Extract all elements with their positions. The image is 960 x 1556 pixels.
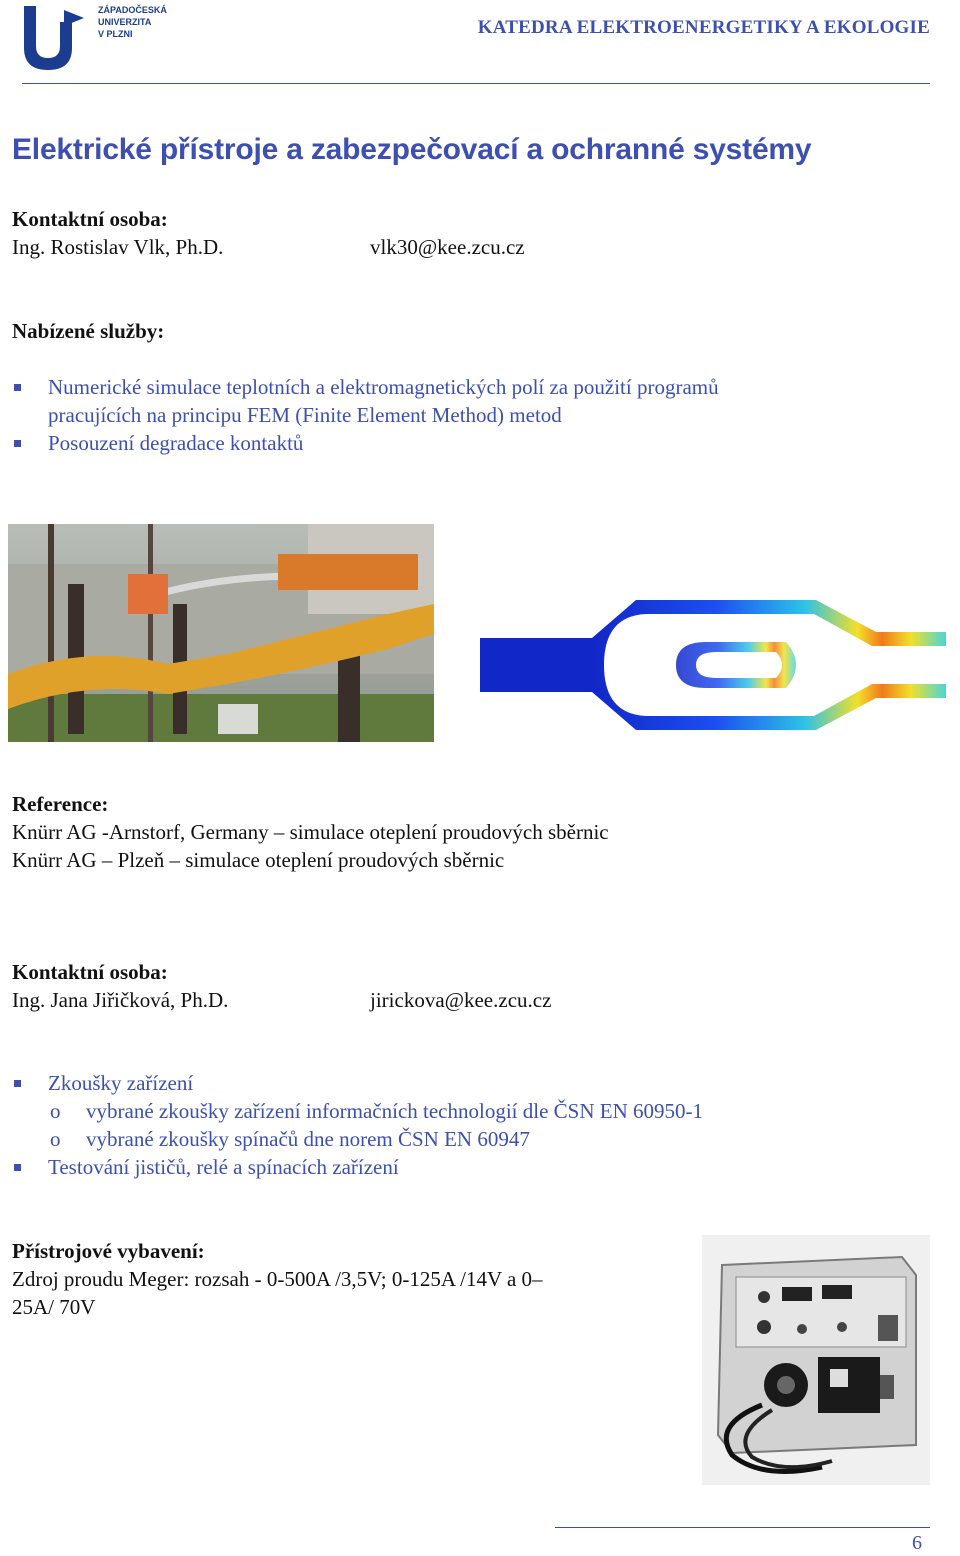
tests-section [12,1069,703,1181]
contact-label: Kontaktní osoba: [12,960,168,984]
list-item: o vybrané zkoušky spínačů dne norem ČSN EN 60947 [50,1127,530,1151]
department-name: KATEDRA ELEKTROENERGETIKY A EKOLOGIE [477,17,930,38]
contact-email[interactable]: jirickova@kee.zcu.cz [370,988,552,1012]
header-divider [22,83,930,84]
equipment-heading: Přístrojové vybavení: [12,1239,205,1263]
meger-device-photo [702,1235,930,1485]
contact-label: Kontaktní osoba: [12,207,168,231]
bullet-square-icon [14,440,21,447]
list-item: Numerické simulace teplotních a elektromagnetických polí za použití programů [12,373,719,401]
list-item: o vybrané zkoušky zařízení informačních technologií dle ČSN EN 60950-1 [50,1099,703,1123]
bullet-square-icon [14,1080,21,1087]
services-list [12,373,719,457]
tests-list [12,1069,703,1097]
bullet-square-icon [14,384,21,391]
list-item: pracujících na principu FEM (Finite Element Method) metod [48,403,562,427]
services-heading: Nabízené služby: [12,319,165,343]
reference-line-1: Knürr AG -Arnstorf, Germany – simulace oteplení proudových sběrnic [12,820,609,844]
list-item: Posouzení degradace kontaktů [12,429,719,457]
page-title: Elektrické přístroje a zabezpečovací a ochranné systémy [12,133,812,166]
contact-name: Ing. Rostislav Vlk, Ph.D. [12,235,224,259]
equipment-line-2: 25A/ 70V [12,1295,96,1319]
tests-list [12,1153,703,1181]
busbar-photo [8,524,434,742]
footer-divider [555,1527,930,1528]
university-name: ZÁPADOČESKÁ UNIVERZITA V PLZNI [98,5,167,39]
list-item: Zkoušky zařízení [12,1069,703,1097]
fem-simulation-image [476,590,960,740]
equipment-line-1: Zdroj proudu Meger: rozsah - 0-500A /3,5V; 0-125A /14V a 0– [12,1267,543,1291]
circle-bullet-icon: o [50,1099,61,1123]
circle-bullet-icon: o [50,1127,61,1151]
bullet-square-icon [14,1164,21,1171]
page-number: 6 [912,1532,922,1554]
list-item: Testování jističů, relé a spínacích zařízení [12,1153,703,1181]
contact-name: Ing. Jana Jiřičková, Ph.D. [12,988,229,1012]
contact-email[interactable]: vlk30@kee.zcu.cz [370,235,525,259]
reference-line-2: Knürr AG – Plzeň – simulace oteplení proudových sběrnic [12,848,505,872]
reference-heading: Reference: [12,792,109,816]
tests-sublist [12,1097,703,1153]
